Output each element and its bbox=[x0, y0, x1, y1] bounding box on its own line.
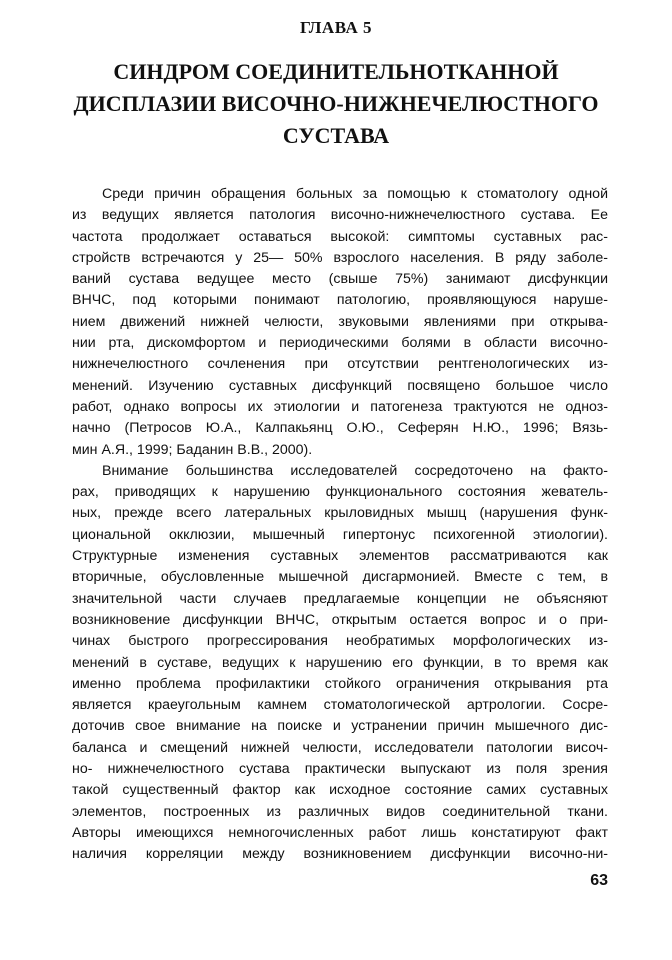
text-line: такой существенный фактор как исходное состояние самих суставных bbox=[72, 782, 608, 799]
text-line: нижнечелюстного сочленения при отсутствии рентгенологических из- bbox=[72, 356, 608, 373]
title-line: СУСТАВА bbox=[282, 123, 390, 148]
text-line: из ведущих является патология височно-нижнечелюстного сустава. Ее bbox=[72, 207, 608, 224]
text-line: начно (Петросов Ю.А., Калпакьянц О.Ю., Сеферян Н.Ю., 1996; Вязь- bbox=[72, 420, 608, 437]
text-line: нии рта, дискомфортом и периодическими болями в области височно- bbox=[72, 335, 608, 352]
text-line: элементов, построенных из различных видов соединительной ткани. bbox=[72, 803, 608, 820]
text-line: Внимание большинства исследователей сосредоточено на факто- bbox=[102, 462, 608, 479]
text-line: менений. Изучению суставных дисфункций посвящено большое число bbox=[72, 377, 608, 394]
title-line: СИНДРОМ СОЕДИНИТЕЛЬНОТКАННОЙ bbox=[113, 59, 559, 84]
page-number: 63 bbox=[590, 872, 608, 889]
text-line: нием движений нижней челюсти, звуковыми явлениями при открыва- bbox=[72, 313, 608, 330]
chapter-title bbox=[60, 56, 612, 152]
title-line: ДИСПЛАЗИИ ВИСОЧНО-НИЖНЕЧЕЛЮСТНОГО bbox=[73, 91, 599, 116]
text-line: но- нижнечелюстного сустава практически выпускают из поля зрения bbox=[72, 761, 608, 778]
text-line: частота продолжает оставаться высокой: симптомы суставных рас- bbox=[72, 228, 608, 245]
text-line: значительной части случаев предлагаемые концепции не объясняют bbox=[72, 590, 608, 607]
text-line: ВНЧС, под которыми понимают патологию, проявляющуюся наруше- bbox=[72, 292, 608, 309]
text-line: мин А.Я., 1999; Баданин В.В., 2000). bbox=[72, 441, 313, 458]
text-line: работ, однако вопросы их этиологии и патогенеза трактуются не одноз- bbox=[72, 398, 608, 415]
text-line: возникновение дисфункции ВНЧС, открытым остается вопрос и о при- bbox=[72, 611, 608, 628]
text-line: стройств встречаются у 25— 50% взрослого населения. В ряду заболе- bbox=[72, 249, 608, 266]
text-line: циональной окклюзии, мышечный гипертонус психогенной этиологии). bbox=[72, 526, 608, 543]
text-line: Структурные изменения суставных элементов рассматриваются как bbox=[72, 548, 608, 565]
text-line: именно проблема профилактики стойкого ограничения открывания рта bbox=[72, 675, 608, 692]
text-line: ных, прежде всего латеральных крыловидных мышц (нарушения функ- bbox=[72, 505, 608, 522]
chapter-heading: ГЛАВА 5 bbox=[300, 18, 372, 37]
text-line: Среди причин обращения больных за помощью к стоматологу одной bbox=[102, 186, 608, 202]
text-line: наличия корреляции между возникновением дисфункции височно-ни- bbox=[72, 846, 608, 863]
text-line: доточив свое внимание на поиске и устранении причин мышечного дис- bbox=[72, 718, 608, 735]
paragraph-2 bbox=[72, 461, 608, 866]
text-line: ваний сустава ведущее место (свыше 75%) занимают дисфункции bbox=[72, 271, 608, 288]
text-line: вторичные, обусловленные мышечной дисгармонией. Вместе с тем, в bbox=[72, 569, 608, 586]
body-text bbox=[72, 184, 608, 866]
paragraph-1 bbox=[72, 184, 608, 461]
text-line: является краеугольным камнем стоматологической артрологии. Сосре- bbox=[72, 697, 608, 714]
text-line: рах, приводящих к нарушению функционального состояния жеватель- bbox=[72, 484, 608, 501]
text-line: чинах быстрого прогрессирования необратимых морфологических из- bbox=[72, 633, 608, 650]
text-line: менений в суставе, ведущих к нарушению его функции, в то время как bbox=[72, 654, 608, 671]
text-line: Авторы имеющихся немногочисленных работ лишь констатируют факт bbox=[72, 824, 608, 841]
text-line: баланса и смещений нижней челюсти, исследователи патологии височ- bbox=[72, 739, 608, 756]
